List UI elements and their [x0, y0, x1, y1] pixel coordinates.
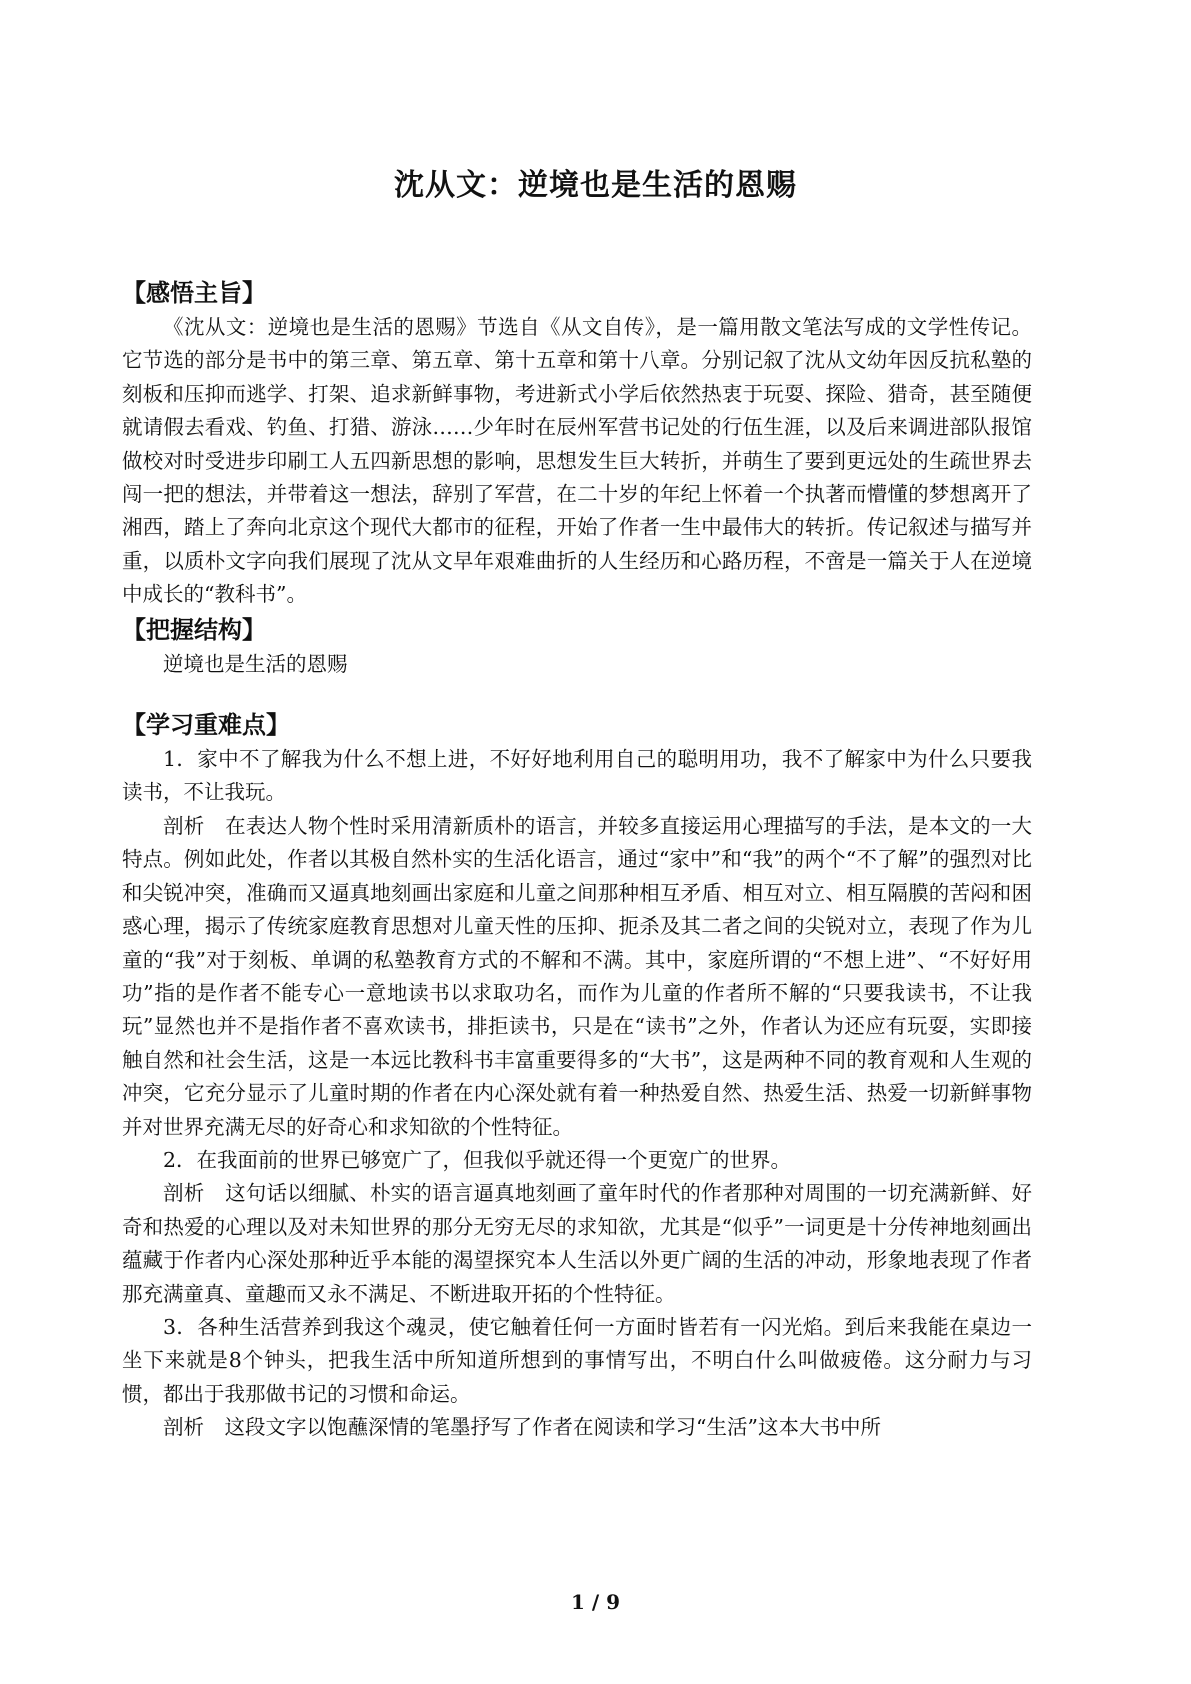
section-heading-key-points: 【学习重难点】 — [122, 711, 290, 740]
document-body — [122, 275, 1032, 1445]
page-number: 1 / 9 — [570, 1590, 621, 1614]
analysis-1: 剖析 在表达人物个性时采用清新质朴的语言，并较多直接运用心理描写的手法，是本文的一大特点。例如此处，作者以其极自然朴实的生活化语言，通过“家中”和“我”的两个“不了解”的强烈对比和尖锐冲突，准确而又逼真地刻画出家庭和儿童之间那种相互矛盾、相互对立、相互隔膜的苦闷和困惑心理，揭示了传统家庭教育思想对儿童天性的压抑、扼杀及其二者之间的尖锐对立，表现了作为儿童的“我”对于刻板、单调的私塾教育方式的不解和不满。其中，家庭所谓的“不想上进”、“不好好用功”指的是作者不能专心一意地读书以求取功名，而作为儿童的作者所不解的“只要我读书，不让我玩”显然也并不是指作者不喜欢读书，排拒读书，只是在“读书”之外，作者认为还应有玩耍，实即接触自然和社会生活，这是一本远比教科书丰富重要得多的“大书”，这是两种不同的教育观和人生观的冲突，它充分显示了儿童时期的作者在内心深处就有着一种热爱自然、热爱生活、热爱一切新鲜事物并对世界充满无尽的好奇心和求知欲的个性特征。 — [122, 813, 1032, 1139]
section-heading-theme: 【感悟主旨】 — [122, 279, 266, 307]
section-gap — [122, 681, 1032, 707]
key-point-2: 2．在我面前的世界已够宽广了，但我似乎就还得一个更宽广的世界。 — [163, 1147, 792, 1172]
analysis-3: 剖析 这段文字以饱蘸深情的笔墨抒写了作者在阅读和学习“生活”这本大书中所 — [163, 1415, 881, 1440]
document-title: 沈从文：逆境也是生活的恩赐 — [394, 168, 797, 203]
section-structure — [122, 612, 1032, 681]
section-theme — [122, 275, 1032, 612]
section-heading-structure: 【把握结构】 — [122, 615, 266, 644]
section-key-points — [122, 707, 1032, 1445]
analysis-2: 剖析 这句话以细腻、朴实的语言逼真地刻画了童年时代的作者那种对周围的一切充满新鲜、好奇和热爱的心理以及对未知世界的那分无穷无尽的求知欲，尤其是“似乎”一词更是十分传神地刻画出蕴藏于作者内心深处那种近乎本能的渴望探究本人生活以外更广阔的生活的冲动，形象地表现了作者那充满童真、童趣而又永不满足、不断进取开拓的个性特征。 — [122, 1181, 1032, 1306]
key-point-3: 3．各种生活营养到我这个魂灵，使它触着任何一方面时皆若有一闪光焰。到后来我能在桌边一坐下来就是8个钟头，把我生活中所知道所想到的事情写出，不明白什么叫做疲倦。这分耐力与习惯，都出于我那做书记的习惯和命运。 — [122, 1314, 1032, 1406]
paragraph-structure: 逆境也是生活的恩赐 — [163, 651, 348, 676]
key-point-1: 1．家中不了解我为什么不想上进，不好好地利用自己的聪明用功，我不了解家中为什么只要我读书，不让我玩。 — [122, 747, 1032, 805]
paragraph-theme: 《沈从文：逆境也是生活的恩赐》节选自《从文自传》，是一篇用散文笔法写成的文学性传记。它节选的部分是书中的第三章、第五章、第十五章和第十八章。分别记叙了沈从文幼年因反抗私塾的刻板和压抑而逃学、打架、追求新鲜事物，考进新式小学后依然热衷于玩耍、探险、猎奇，甚至随便就请假去看戏、钓鱼、打猎、游泳……少年时在辰州军营书记处的行伍生涯，以及后来调进部队报馆做校对时受进步印刷工人五四新思想的影响，思想发生巨大转折，并萌生了要到更远处的生疏世界去闯一把的想法，并带着这一想法，辞别了军营，在二十岁的年纪上怀着一个执著而懵懂的梦想离开了湘西，踏上了奔向北京这个现代大都市的征程，开始了作者一生中最伟大的转折。传记叙述与描写并重，以质朴文字向我们展现了沈从文早年艰难曲折的人生经历和心路历程，不啻是一篇关于人在逆境中成长的“教科书”。 — [122, 315, 1032, 607]
